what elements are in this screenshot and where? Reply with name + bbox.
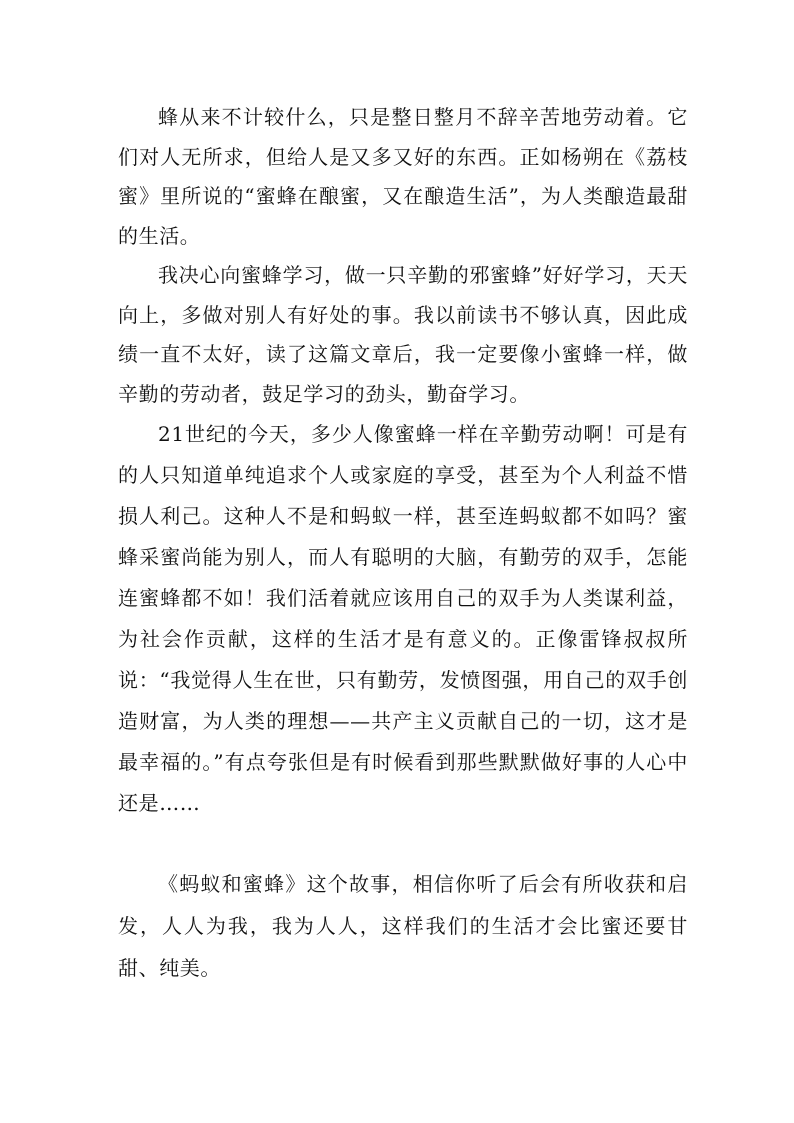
paragraph-spacer <box>118 824 688 863</box>
paragraph-21st-century: 21世纪的今天，多少人像蜜蜂一样在辛勤劳动啊！可是有的人只知道单纯追求个人或家庭的享受，甚至为个人利益不惜损人利己。这种人不是和蚂蚁一样，甚至连蚂蚁都不如吗？蜜蜂采蜜尚能为别人，而人有聪明的大脑，有勤劳的双手，怎能连蜜蜂都不如！我们活着就应该用自己的双手为人类谋利益，为社会作贡献，这样的生活才是有意义的。正像雷锋叔叔所说：“我觉得人生在世，只有勤劳，发愤图强，用自己的双手创造财富，为人类的理想——共产主义贡献自己的一切，这才是最幸福的。”有点夸张但是有时候看到那些默默做好事的人心中还是…… <box>118 422 688 815</box>
document-body <box>118 98 688 989</box>
paragraph-bees-labor: 蜂从来不计较什么，只是整日整月不辞辛苦地劳动着。它们对人无所求，但给人是又多又好的东西。正如杨朔在《荔枝蜜》里所说的“蜜蜂在酿蜜，又在酿造生活”，为人类酿造最甜的生活。 <box>118 105 688 248</box>
paragraph-conclusion: 《蚂蚁和蜜蜂》这个故事，相信你听了后会有所收获和启发，人人为我，我为人人，这样我们的生活才会比蜜还要甘甜、纯美。 <box>118 872 688 980</box>
paragraph-resolve-to-learn: 我决心向蜜蜂学习，做一只辛勤的邪蜜蜂”好好学习，天天向上，多做对别人有好处的事。我以前读书不够认真，因此成绩一直不太好，读了这篇文章后，我一定要像小蜜蜂一样，做辛勤的劳动者，鼓足学习的劲头，勤奋学习。 <box>118 263 688 406</box>
